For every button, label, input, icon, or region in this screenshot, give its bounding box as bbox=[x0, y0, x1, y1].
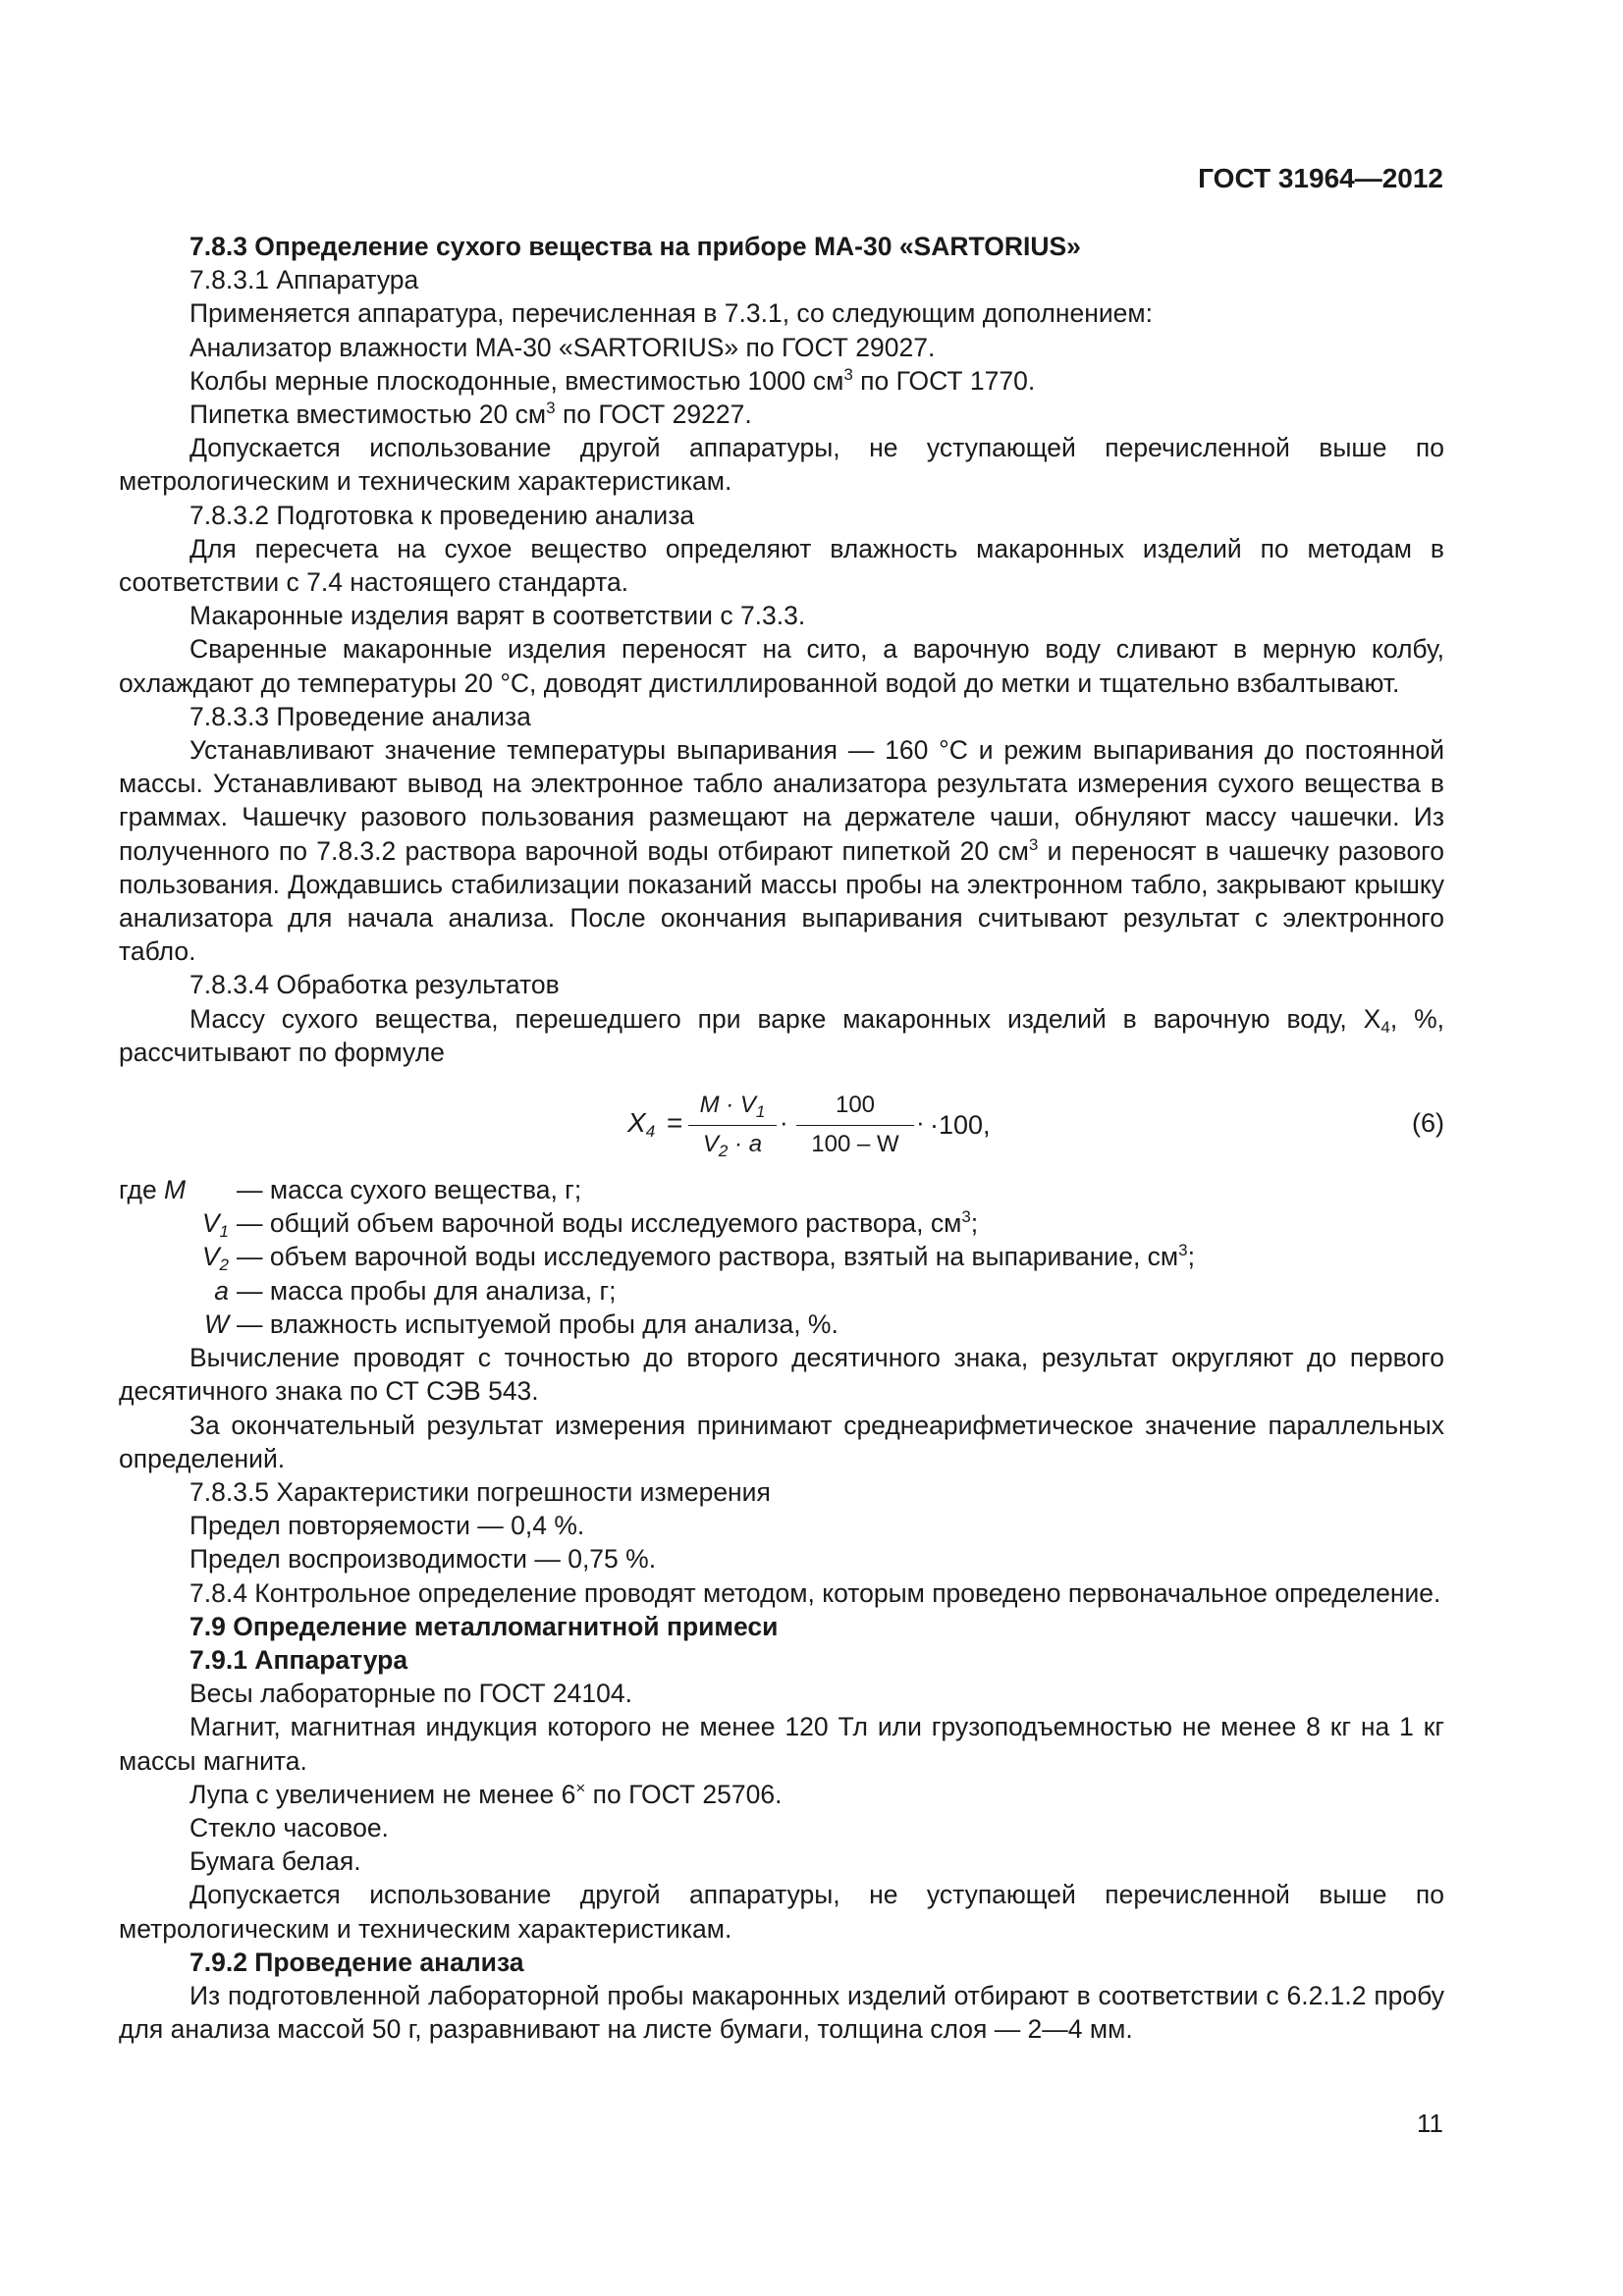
text-run: Устанавливают значение температуры выпаривания — 160 °С и режим выпаривания до постоянной массы. Устанавливают вывод на электронное табло анализатора результата измерения сухого вещества в граммах. Чашечку разового пользования размещают на держателе чаши, обнуляют массу чашечки. Из полученного по 7.8.3.2 раствора варочной воды отбирают пипеткой 20 см bbox=[119, 735, 1444, 866]
paragraph: Бумага белая. bbox=[189, 1846, 361, 1877]
paragraph: Предел повторяемости — 0,4 %. bbox=[189, 1511, 585, 1541]
legend-symbol bbox=[119, 1206, 237, 1240]
legend-text: — масса сухого вещества, г; bbox=[237, 1175, 582, 1205]
superscript: 3 bbox=[843, 364, 853, 384]
legend-item-m bbox=[119, 1173, 1444, 1206]
paragraph: Для пересчета на сухое вещество определяют влажность макаронных изделий по методам в соответствии с 7.4 настоящего стандарта. bbox=[119, 533, 1444, 598]
fraction-denominator: 100 – W bbox=[811, 1131, 899, 1158]
text-run: M · V bbox=[699, 1092, 756, 1119]
paragraph: За окончательный результат измерения принимают среднеарифметическое значение параллельных определений. bbox=[119, 1410, 1444, 1473]
paragraph: Сваренные макаронные изделия переносят на сито, а варочную воду сливают в мерную колбу, охлаждают до температуры 20 °С, доводят дистиллированной водой до метки и тщательно взбалтывают. bbox=[119, 634, 1444, 698]
formula-number: (6) bbox=[1412, 1108, 1444, 1139]
subscript: 1 bbox=[755, 1102, 766, 1122]
formula-symbol: V bbox=[201, 1242, 220, 1272]
page-number: 11 bbox=[1417, 2109, 1443, 2138]
legend-symbol bbox=[119, 1173, 237, 1206]
subsection-title-7-9-2: 7.9.2 Проведение анализа bbox=[189, 1947, 524, 1977]
subsection-title-7-8-3-1: 7.8.3.1 Аппаратура bbox=[189, 265, 419, 295]
text-run: и переносят в чашечку разового пользования. Дождавшись стабилизации показаний массы пробы на электронном табло, закрывают крышку анализатора для начала анализа. После окончания выпаривания считывают результат с электронного табло. bbox=[119, 835, 1444, 967]
subscript: 4 bbox=[1380, 1017, 1390, 1037]
superscript: 3 bbox=[1028, 834, 1039, 854]
formula-fraction-1 bbox=[688, 1089, 777, 1161]
paragraph: Анализатор влажности МА-30 «SARTORIUS» по ГОСТ 29027. bbox=[189, 332, 936, 362]
legend-symbol bbox=[119, 1240, 237, 1273]
text-run: Массу сухого вещества, перешедшего при варке макаронных изделий в варочную воду, Х bbox=[189, 1003, 1381, 1034]
text-run: где bbox=[119, 1175, 165, 1205]
text-run: — объем варочной воды исследуемого раствора, взятый на выпаривание, см bbox=[237, 1242, 1179, 1272]
text-run: — общий объем варочной воды исследуемого раствора, см bbox=[237, 1208, 962, 1239]
formula-lhs bbox=[627, 1106, 655, 1140]
text-run: Колбы мерные плоскодонные, вместимостью 1000 см bbox=[189, 365, 844, 396]
formula-dot: · bbox=[916, 1107, 925, 1138]
fraction-numerator: 100 bbox=[796, 1089, 914, 1126]
subscript: 1 bbox=[219, 1222, 229, 1242]
paragraph: Стекло часовое. bbox=[189, 1812, 389, 1842]
subscript: 4 bbox=[645, 1122, 656, 1142]
formula-dot: · bbox=[780, 1107, 788, 1138]
legend-text bbox=[237, 1206, 1444, 1240]
formula-symbol: M bbox=[164, 1175, 187, 1205]
formula-fraction-2 bbox=[796, 1089, 914, 1161]
formula-symbol: V bbox=[201, 1208, 220, 1239]
subsection-title-7-8-3-5: 7.8.3.5 Характеристики погрешности измерения bbox=[189, 1476, 771, 1507]
fraction-numerator bbox=[688, 1089, 777, 1126]
text-run: по ГОСТ 25706. bbox=[585, 1779, 783, 1809]
formula-legend bbox=[119, 1173, 1444, 1341]
legend-item-a bbox=[119, 1274, 1444, 1308]
subscript: 2 bbox=[718, 1142, 729, 1161]
text-run: по ГОСТ 29227. bbox=[555, 400, 752, 430]
section-heading-7-9: 7.9 Определение металломагнитной примеси bbox=[189, 1611, 779, 1641]
paragraph: Макаронные изделия варят в соответствии с 7.3.3. bbox=[189, 601, 806, 631]
subsection-title-7-8-3-2: 7.8.3.2 Подготовка к проведению анализа bbox=[189, 500, 695, 530]
document-id: ГОСТ 31964—2012 bbox=[1198, 163, 1443, 193]
text-run: Лупа с увеличением не менее 6 bbox=[189, 1779, 576, 1809]
legend-item-w bbox=[119, 1308, 1444, 1341]
paragraph: Магнит, магнитная индукция которого не менее 120 Тл или грузоподъемностью не менее 8 кг на 1 кг массы магнита. bbox=[119, 1712, 1444, 1776]
fraction-denominator bbox=[688, 1126, 777, 1161]
paragraph bbox=[119, 1002, 1444, 1069]
formula-tail: ·100, bbox=[930, 1110, 991, 1141]
document-body bbox=[119, 230, 1444, 2046]
subsection-title-7-8-3-4: 7.8.3.4 Обработка результатов bbox=[189, 970, 560, 1000]
superscript: 3 bbox=[1178, 1241, 1188, 1260]
formula-symbol: X bbox=[627, 1107, 646, 1139]
paragraph-7-8-4: 7.8.4 Контрольное определение проводят методом, которым проведено первоначальное определение. bbox=[189, 1577, 1441, 1608]
paragraph: Вычисление проводят с точностью до второго десятичного знака, результат округляют до первого десятичного знака по СТ СЭВ 543. bbox=[119, 1343, 1444, 1407]
subscript: 2 bbox=[219, 1255, 229, 1275]
text-run: V bbox=[702, 1131, 719, 1158]
text-run: ; bbox=[970, 1208, 979, 1239]
subsection-title-7-9-1: 7.9.1 Аппаратура bbox=[189, 1644, 408, 1675]
paragraph bbox=[119, 398, 1444, 431]
paragraph: Предел воспроизводимости — 0,75 %. bbox=[189, 1544, 657, 1575]
subsection-title-7-8-3-3: 7.8.3.3 Проведение анализа bbox=[189, 701, 531, 731]
legend-symbol: W bbox=[203, 1308, 229, 1339]
legend-text: — масса пробы для анализа, г; bbox=[237, 1275, 617, 1306]
paragraph bbox=[119, 733, 1444, 968]
text-run: , %, рассчитывают по формуле bbox=[119, 1003, 1444, 1067]
paragraph bbox=[119, 1778, 1444, 1811]
superscript: 3 bbox=[546, 399, 556, 418]
legend-symbol: a bbox=[214, 1275, 229, 1306]
legend-text bbox=[237, 1240, 1444, 1273]
paragraph: Допускается использование другой аппаратуры, не уступающей перечисленной выше по метрологическим и техническим характеристикам. bbox=[119, 1880, 1444, 1944]
paragraph: Допускается использование другой аппаратуры, не уступающей перечисленной выше по метрологическим и техническим характеристикам. bbox=[119, 433, 1444, 497]
superscript: × bbox=[575, 1778, 586, 1797]
legend-text: — влажность испытуемой пробы для анализа, %. bbox=[237, 1308, 839, 1339]
paragraph: Применяется аппаратура, перечисленная в 7.3.1, со следующим дополнением: bbox=[189, 298, 1154, 329]
text-run: · a bbox=[728, 1131, 763, 1158]
paragraph bbox=[119, 364, 1444, 398]
text-run: Пипетка вместимостью 20 см bbox=[189, 400, 547, 430]
section-heading-7-8-3: 7.8.3 Определение сухого вещества на приборе МА-30 «SARTORIUS» bbox=[189, 232, 1081, 261]
paragraph: Из подготовленной лабораторной пробы макаронных изделий отбирают в соответствии с 6.2.1.2 пробу для анализа массой 50 г, разравнивают на листе бумаги, толщина слоя — 2—4 мм. bbox=[119, 1980, 1444, 2045]
legend-item-v1 bbox=[119, 1206, 1444, 1240]
text-run: ; bbox=[1187, 1242, 1195, 1272]
paragraph: Весы лабораторные по ГОСТ 24104. bbox=[189, 1679, 632, 1709]
legend-item-v2 bbox=[119, 1240, 1444, 1273]
superscript: 3 bbox=[961, 1207, 971, 1227]
text-run: по ГОСТ 1770. bbox=[852, 365, 1036, 396]
formula-6 bbox=[119, 1081, 1444, 1165]
formula-equals: = bbox=[667, 1107, 683, 1139]
